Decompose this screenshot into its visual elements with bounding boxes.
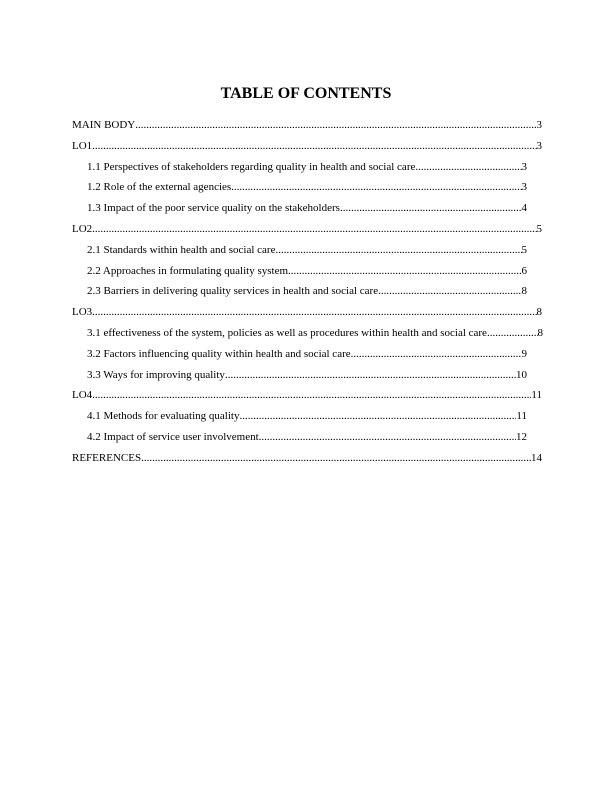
toc-entry-label: MAIN BODY xyxy=(72,119,136,131)
toc-entry-2-3[interactable] xyxy=(72,281,527,302)
dot-leader xyxy=(378,281,521,302)
toc-entry-page-number: 3 xyxy=(536,139,542,152)
toc-entry-label: 1.1 Perspectives of stakeholders regarding quality in health and social care xyxy=(87,160,416,173)
toc-entry-page-number: 8 xyxy=(521,285,527,298)
dot-leader xyxy=(259,427,516,448)
toc-entry-main-body[interactable] xyxy=(72,115,542,136)
toc-entry-lo1[interactable] xyxy=(72,136,542,157)
toc-entry-references[interactable] xyxy=(72,448,542,469)
toc-entry-label: 3.2 Factors influencing quality within health and social care xyxy=(87,347,351,360)
toc-entry-2-2[interactable] xyxy=(72,261,527,282)
toc-entry-label: REFERENCES xyxy=(72,451,142,464)
dot-leader xyxy=(487,323,538,344)
toc-list xyxy=(72,115,542,469)
toc-entry-label: 4.2 Impact of service user involvement xyxy=(87,430,259,443)
dot-leader xyxy=(92,302,536,323)
toc-entry-page-number: 5 xyxy=(536,222,542,235)
toc-entry-label: LO1 xyxy=(72,139,93,152)
toc-entry-page-number: 8 xyxy=(537,326,543,339)
toc-entry-label: 3.1 effectiveness of the system, policies as well as procedures within health and social care xyxy=(87,326,487,339)
toc-entry-1-2[interactable] xyxy=(72,177,527,198)
toc-entry-label: 3.3 Ways for improving quality xyxy=(87,368,225,381)
toc-entry-page-number: 11 xyxy=(531,389,542,402)
toc-entry-2-1[interactable] xyxy=(72,240,527,261)
dot-leader xyxy=(225,365,516,386)
dot-leader xyxy=(275,240,521,261)
dot-leader xyxy=(92,136,536,157)
toc-entry-label: 1.2 Role of the external agencies xyxy=(87,181,232,194)
toc-entry-page-number: 3 xyxy=(521,160,527,173)
toc-entry-label: 2.1 Standards within health and social care xyxy=(87,243,276,256)
toc-entry-page-number: 9 xyxy=(521,347,527,360)
toc-entry-page-number: 12 xyxy=(516,430,527,443)
toc-entry-3-1[interactable] xyxy=(72,323,543,344)
toc-entry-label: 2.2 Approaches in formulating quality system xyxy=(87,264,289,277)
dot-leader xyxy=(288,261,521,282)
toc-entry-label: LO3 xyxy=(72,306,93,319)
toc-entry-page-number: 11 xyxy=(516,410,527,423)
dot-leader xyxy=(415,157,521,178)
toc-entry-page-number: 5 xyxy=(521,243,527,256)
toc-entry-3-2[interactable] xyxy=(72,344,527,365)
toc-entry-lo4[interactable] xyxy=(72,385,542,406)
toc-entry-page-number: 10 xyxy=(516,368,527,381)
toc-entry-1-1[interactable] xyxy=(72,157,527,178)
toc-entry-page-number: 6 xyxy=(521,264,527,277)
dot-leader xyxy=(135,115,536,136)
toc-entry-page-number: 14 xyxy=(531,451,542,464)
dot-leader xyxy=(351,344,522,365)
toc-entry-1-3[interactable] xyxy=(72,198,527,219)
toc-entry-page-number: 3 xyxy=(521,181,527,194)
dot-leader xyxy=(231,177,521,198)
toc-entry-3-3[interactable] xyxy=(72,365,527,386)
dot-leader xyxy=(92,219,536,240)
toc-entry-label: 4.1 Methods for evaluating quality xyxy=(87,410,240,423)
toc-entry-lo3[interactable] xyxy=(72,302,542,323)
dot-leader xyxy=(340,198,522,219)
dot-leader xyxy=(92,385,531,406)
toc-entry-page-number: 4 xyxy=(521,202,527,215)
toc-entry-label: 2.3 Barriers in delivering quality services in health and social care xyxy=(87,285,379,298)
toc-entry-label: LO2 xyxy=(72,222,93,235)
toc-entry-lo2[interactable] xyxy=(72,219,542,240)
dot-leader xyxy=(239,406,516,427)
toc-entry-4-1[interactable] xyxy=(72,406,527,427)
toc-entry-page-number: 8 xyxy=(536,306,542,319)
toc-entry-label: 1.3 Impact of the poor service quality on the stakeholders xyxy=(87,202,340,215)
toc-title: TABLE OF CONTENTS xyxy=(220,85,392,102)
dot-leader xyxy=(141,448,531,469)
toc-entry-label: LO4 xyxy=(72,389,93,402)
toc-entry-page-number: 3 xyxy=(536,119,542,131)
toc-entry-4-2[interactable] xyxy=(72,427,527,448)
